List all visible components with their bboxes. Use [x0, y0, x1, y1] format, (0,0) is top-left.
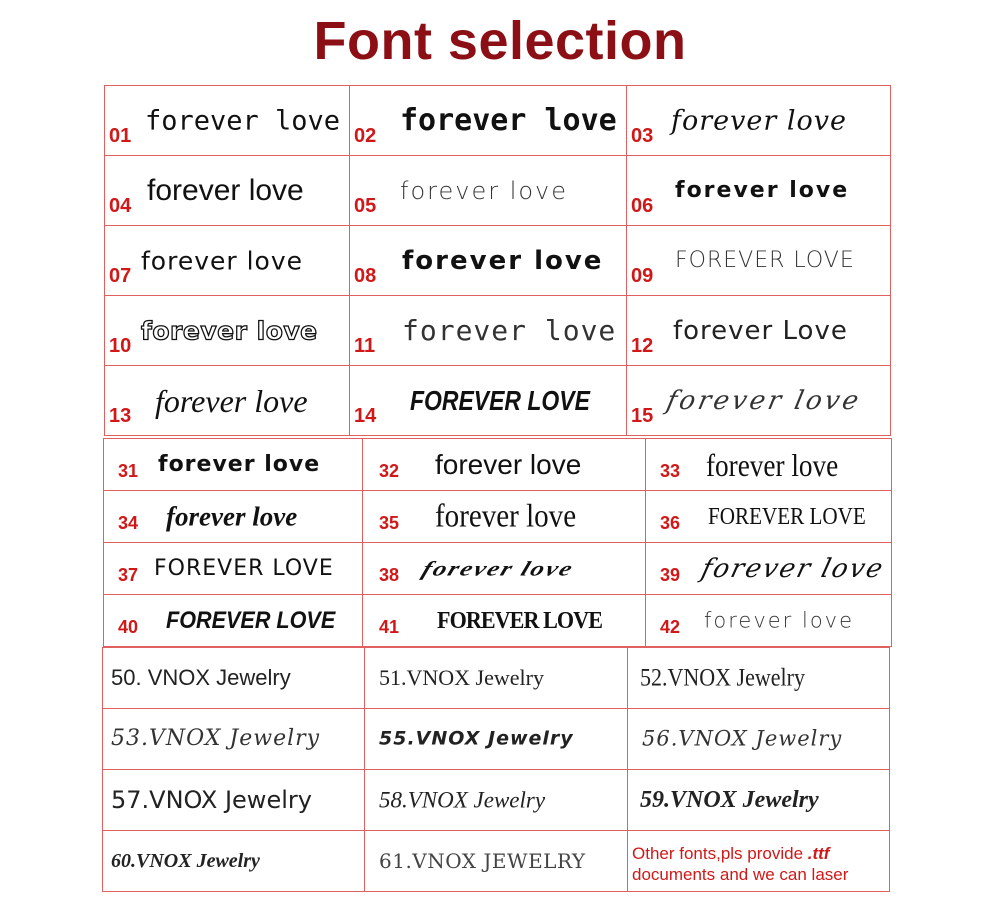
font-sample: 55.VNOX Jewelry	[379, 727, 574, 750]
font-sample: forever love	[400, 102, 617, 138]
font-option-08[interactable]	[350, 226, 627, 296]
font-option-13[interactable]	[105, 366, 350, 436]
font-option-10[interactable]	[105, 296, 350, 366]
font-sample: forever love	[706, 446, 839, 483]
font-option-04[interactable]	[105, 156, 350, 226]
font-sample: 51.VNOX Jewelry	[379, 665, 544, 690]
font-sample: 53.VNOX Jewelry	[111, 726, 321, 751]
font-sample: 50. VNOX Jewelry	[111, 665, 291, 690]
font-option-11[interactable]	[350, 296, 627, 366]
font-number: 37	[118, 565, 139, 585]
font-number: 35	[379, 513, 400, 533]
font-number: 31	[118, 461, 139, 481]
font-grid-3	[102, 647, 890, 892]
font-sample: FOREVER LOVE	[410, 384, 590, 416]
font-number: 13	[109, 405, 132, 427]
font-option-14[interactable]	[350, 366, 627, 436]
font-sample: forever love	[402, 245, 604, 276]
font-grid-2	[103, 438, 892, 647]
font-option-61[interactable]	[365, 831, 628, 892]
note-line2: documents and we can laser	[632, 865, 849, 884]
font-number: 04	[109, 195, 132, 217]
font-sample: forever love	[400, 176, 569, 205]
font-sample: 52.VNOX Jewelry	[640, 664, 805, 692]
font-sample: FOREVER LOVE	[437, 607, 603, 634]
font-option-42[interactable]	[646, 595, 892, 647]
font-sample: FOREVER LOVE	[154, 555, 334, 581]
font-option-12[interactable]	[627, 296, 891, 366]
font-number: 36	[660, 513, 681, 533]
font-sample: forever love	[402, 313, 617, 347]
font-number: 38	[379, 565, 400, 585]
font-option-31[interactable]	[104, 439, 363, 491]
font-number: 14	[354, 405, 377, 427]
font-option-33[interactable]	[646, 439, 892, 491]
font-number: 33	[660, 461, 681, 481]
font-option-07[interactable]	[105, 226, 350, 296]
font-number: 42	[660, 617, 681, 637]
font-option-60[interactable]	[103, 831, 365, 892]
font-sample: forever love	[155, 382, 308, 419]
font-option-06[interactable]	[627, 156, 891, 226]
font-sample: forever love	[663, 385, 865, 416]
font-sample: forever love	[158, 451, 321, 477]
font-option-15[interactable]	[627, 366, 891, 436]
custom-font-note	[628, 831, 890, 892]
font-option-36[interactable]	[646, 491, 892, 543]
font-option-40[interactable]	[104, 595, 363, 647]
font-sample: forever love	[675, 177, 850, 203]
font-option-05[interactable]	[350, 156, 627, 226]
font-number: 41	[379, 617, 400, 637]
font-number: 32	[379, 461, 400, 481]
font-option-32[interactable]	[363, 439, 646, 491]
font-option-03[interactable]	[627, 86, 891, 156]
font-option-57[interactable]	[103, 770, 365, 831]
font-option-37[interactable]	[104, 543, 363, 595]
font-number: 06	[631, 195, 654, 217]
font-option-53[interactable]	[103, 709, 365, 770]
font-option-55[interactable]	[365, 709, 628, 770]
font-option-52[interactable]	[628, 648, 890, 709]
font-option-51[interactable]	[365, 648, 628, 709]
custom-font-text	[632, 843, 887, 885]
font-sample: forever love	[704, 608, 855, 632]
font-option-35[interactable]	[363, 491, 646, 543]
font-sample: forever love	[141, 246, 304, 275]
font-number: 15	[631, 405, 654, 427]
font-number: 03	[631, 125, 654, 147]
font-option-41[interactable]	[363, 595, 646, 647]
font-option-39[interactable]	[646, 543, 892, 595]
font-sample: FOREVER LOVE	[166, 606, 336, 634]
font-sample: 57.VNOX Jewelry	[111, 786, 312, 814]
font-sample: forever love	[418, 556, 578, 580]
font-option-34[interactable]	[104, 491, 363, 543]
font-sample: forever love	[166, 501, 298, 531]
font-option-38[interactable]	[363, 543, 646, 595]
font-sample: 61.VNOX JEWELRY	[379, 849, 586, 873]
font-grid-1	[104, 85, 891, 436]
font-option-02[interactable]	[350, 86, 627, 156]
font-sample: 59.VNOX Jewelry	[640, 787, 819, 813]
font-sample: forever love	[141, 316, 318, 345]
ttf-extension: .ttf	[807, 844, 830, 863]
font-sample: forever love	[671, 105, 847, 136]
font-number: 09	[631, 265, 654, 287]
font-sample: FOREVER LOVE	[675, 247, 855, 273]
font-number: 02	[354, 125, 377, 147]
font-option-58[interactable]	[365, 770, 628, 831]
font-number: 08	[354, 265, 377, 287]
font-option-50[interactable]	[103, 648, 365, 709]
font-number: 11	[354, 335, 376, 357]
font-number: 07	[109, 265, 132, 287]
font-number: 34	[118, 513, 139, 533]
font-sample: FOREVER LOVE	[708, 503, 866, 530]
font-sample: forever love	[145, 105, 341, 136]
font-option-59[interactable]	[628, 770, 890, 831]
font-option-01[interactable]	[105, 86, 350, 156]
font-option-09[interactable]	[627, 226, 891, 296]
font-number: 39	[660, 565, 681, 585]
font-number: 40	[118, 617, 139, 637]
font-option-56[interactable]	[628, 709, 890, 770]
font-sample: forever love	[147, 173, 304, 207]
page-title: Font selection	[313, 11, 687, 71]
font-number: 05	[354, 195, 377, 217]
font-sample: 58.VNOX Jewelry	[379, 787, 546, 813]
font-sample: forever Love	[673, 315, 848, 346]
font-sample: forever love	[435, 448, 582, 480]
font-sample: forever love	[435, 498, 577, 534]
note-line1: Other fonts,pls provide	[632, 844, 808, 863]
font-number: 12	[631, 335, 654, 357]
font-number: 01	[109, 125, 132, 147]
font-number: 10	[109, 335, 132, 357]
font-sample: 56.VNOX Jewelry	[642, 726, 843, 751]
font-sample: forever love	[698, 553, 888, 584]
font-sample: 60.VNOX Jewelry	[111, 850, 260, 872]
